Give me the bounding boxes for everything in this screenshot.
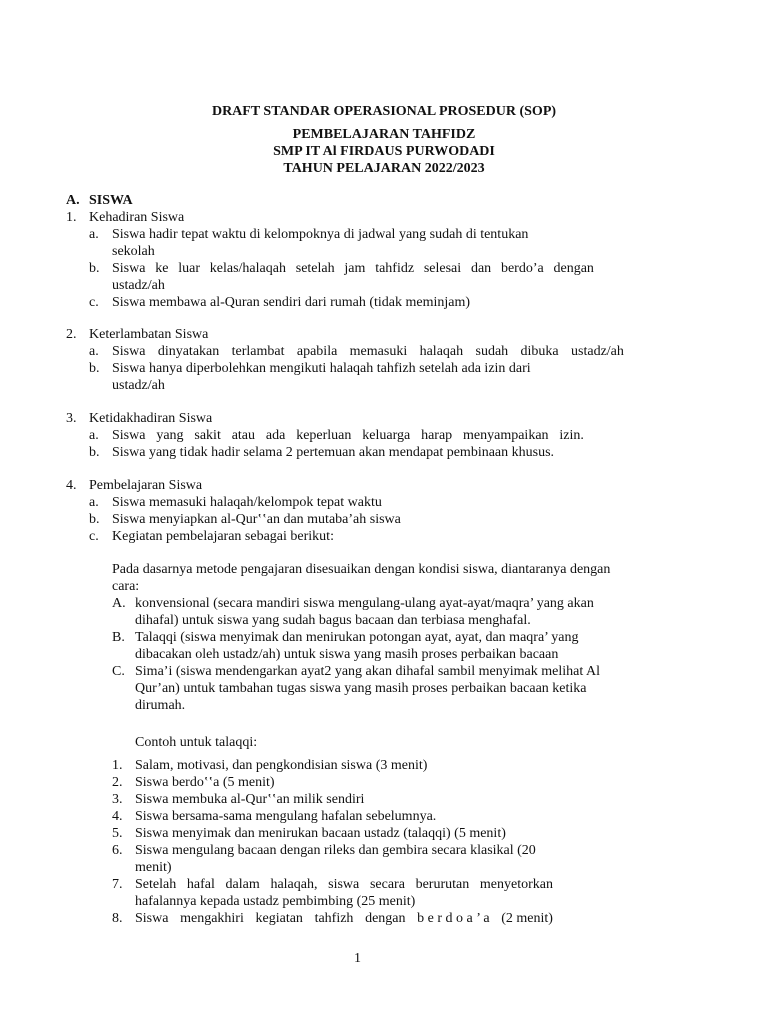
document-subtitle-3: TAHUN PELAJARAN 2022/2023 <box>283 161 485 176</box>
sub-item-text: Siswa hanya diperbolehkan mengikuti halaqah tahfizh setelah ada izin dari <box>112 361 531 376</box>
step-text <box>135 876 553 893</box>
step-text: Siswa bersama-sama mengulang hafalan sebelumnya. <box>135 809 437 824</box>
sub-item-text <box>112 343 624 360</box>
word: hafal <box>186 877 215 892</box>
word: Siswa <box>112 344 146 359</box>
step-number: 6. <box>112 843 123 858</box>
word: dinyatakan <box>157 344 220 359</box>
step-number: 4. <box>112 809 123 824</box>
word: berdo’a <box>500 261 544 276</box>
word: harap <box>421 428 453 443</box>
item-number: 3. <box>66 411 77 426</box>
sub-item-letter: a. <box>89 344 99 359</box>
document-subtitle-1: PEMBELAJARAN TAHFIDZ <box>292 127 476 142</box>
step-number: 7. <box>112 877 123 892</box>
word: tahfizh <box>314 911 354 926</box>
sub-item-letter: c. <box>89 529 99 544</box>
method-letter: B. <box>112 630 125 645</box>
paragraph-line: cara: <box>112 579 140 594</box>
sub-item-text <box>112 427 584 444</box>
paragraph-line: Pada dasarnya metode pengajaran disesuaikan dengan kondisi siswa, diantaranya dengan <box>112 562 611 577</box>
sub-item-text: sekolah <box>112 244 155 259</box>
step-number: 2. <box>112 775 123 790</box>
word: (2 menit) <box>501 911 553 926</box>
word: luar <box>178 261 200 276</box>
word: halaqah, <box>270 877 318 892</box>
method-text: Talaqqi (siswa menyimak dan menirukan potongan ayat, ayat, dan maqra’ yang <box>135 630 579 645</box>
step-number: 1. <box>112 758 123 773</box>
sub-item-text: Siswa menyiapkan al-Qur‛‛an dan mutaba’ah siswa <box>112 512 401 527</box>
step-text: menit) <box>135 860 172 875</box>
item-number: 1. <box>66 210 77 225</box>
item-number: 4. <box>66 478 77 493</box>
step-number: 5. <box>112 826 123 841</box>
item-title: Ketidakhadiran Siswa <box>89 411 213 426</box>
method-text: dirumah. <box>135 698 186 713</box>
sub-item-text: ustadz/ah <box>112 278 165 293</box>
sub-item-text: ustadz/ah <box>112 378 165 393</box>
word: keperluan <box>296 428 352 443</box>
word: dalam <box>225 877 260 892</box>
sub-item-text: Siswa memasuki halaqah/kelompok tepat waktu <box>112 495 382 510</box>
word: atau <box>231 428 256 443</box>
sub-item-text <box>112 260 594 277</box>
word: b e r d o a ’ a <box>417 911 490 926</box>
sub-item-letter: c. <box>89 295 99 310</box>
sub-item-letter: a. <box>89 428 99 443</box>
word: selesai <box>423 261 462 276</box>
word: kelas/halaqah <box>209 261 286 276</box>
example-title: Contoh untuk talaqqi: <box>135 735 258 750</box>
word: mengakhiri <box>180 911 244 926</box>
word: halaqah <box>419 344 464 359</box>
section-letter: A. <box>66 193 80 208</box>
word: Siswa <box>112 261 146 276</box>
step-number: 3. <box>112 792 123 807</box>
word: Setelah <box>135 877 177 892</box>
sub-item-letter: a. <box>89 495 99 510</box>
word: dibuka <box>520 344 559 359</box>
word: dengan <box>365 911 406 926</box>
sub-item-text: Siswa yang tidak hadir selama 2 pertemuan akan mendapat pembinaan khusus. <box>112 445 555 460</box>
sub-item-letter: b. <box>89 261 100 276</box>
item-title: Keterlambatan Siswa <box>89 327 209 342</box>
word: izin. <box>559 428 584 443</box>
word: siswa <box>328 877 360 892</box>
sub-item-letter: a. <box>89 227 99 242</box>
word: memasuki <box>349 344 408 359</box>
word: Siswa <box>135 911 169 926</box>
method-letter: C. <box>112 664 125 679</box>
word: kegiatan <box>255 911 303 926</box>
word: menyetorkan <box>479 877 553 892</box>
word: tahfidz <box>375 261 415 276</box>
word: berurutan <box>415 877 470 892</box>
method-text: konvensional (secara mandiri siswa mengulang-ulang ayat-ayat/maqra’ yang akan <box>135 596 594 611</box>
sub-item-letter: b. <box>89 512 100 527</box>
word: sudah <box>475 344 509 359</box>
page-number: 1 <box>354 951 361 966</box>
word: dengan <box>553 261 594 276</box>
word: ke <box>155 261 169 276</box>
sub-item-letter: b. <box>89 445 100 460</box>
step-text: Siswa menyimak dan menirukan bacaan ustadz (talaqqi) (5 menit) <box>135 826 506 841</box>
step-text: Salam, motivasi, dan pengkondisian siswa (3 menit) <box>135 758 428 773</box>
word: Siswa <box>112 428 146 443</box>
step-text: Siswa membuka al-Qur‛‛an milik sendiri <box>135 792 365 807</box>
item-title: Kehadiran Siswa <box>89 210 185 225</box>
method-text: dihafal) untuk siswa yang sudah bagus bacaan dan terbiasa menghafal. <box>135 613 531 628</box>
word: sakit <box>194 428 221 443</box>
word: secara <box>369 877 405 892</box>
word: setelah <box>295 261 335 276</box>
document-subtitle-2: SMP IT Al FIRDAUS PURWODADI <box>273 144 495 159</box>
step-text: Siswa mengulang bacaan dengan rileks dan gembira secara klasikal (20 <box>135 843 536 858</box>
word: jam <box>344 261 366 276</box>
method-letter: A. <box>112 596 126 611</box>
step-text: Siswa berdo‛‛a (5 menit) <box>135 775 275 790</box>
step-text <box>135 910 553 927</box>
word: ada <box>265 428 286 443</box>
step-text: hafalannya kepada ustadz pembimbing (25 menit) <box>135 894 416 909</box>
sub-item-text: Kegiatan pembelajaran sebagai berikut: <box>112 529 334 544</box>
item-title: Pembelajaran Siswa <box>89 478 203 493</box>
method-text: Qur’an) untuk tambahan tugas siswa yang masih proses perbaikan bacaan ketika <box>135 681 587 696</box>
word: keluarga <box>362 428 411 443</box>
section-title: SISWA <box>89 193 133 208</box>
word: apabila <box>296 344 338 359</box>
word: yang <box>156 428 184 443</box>
document-title: DRAFT STANDAR OPERASIONAL PROSEDUR (SOP) <box>211 104 557 119</box>
method-text: dibacakan oleh ustadz/ah) untuk siswa yang masih proses perbaikan bacaan <box>135 647 559 662</box>
sub-item-text: Siswa membawa al-Quran sendiri dari rumah (tidak meminjam) <box>112 295 471 310</box>
word: dan <box>470 261 492 276</box>
word: menyampaikan <box>463 428 549 443</box>
sub-item-text: Siswa hadir tepat waktu di kelompoknya di jadwal yang sudah di tentukan <box>112 227 529 242</box>
item-number: 2. <box>66 327 77 342</box>
word: ustadz/ah <box>571 344 624 359</box>
sub-item-letter: b. <box>89 361 100 376</box>
method-text: Sima’i (siswa mendengarkan ayat2 yang akan dihafal sambil menyimak melihat Al <box>135 664 600 679</box>
step-number: 8. <box>112 911 123 926</box>
word: terlambat <box>231 344 285 359</box>
